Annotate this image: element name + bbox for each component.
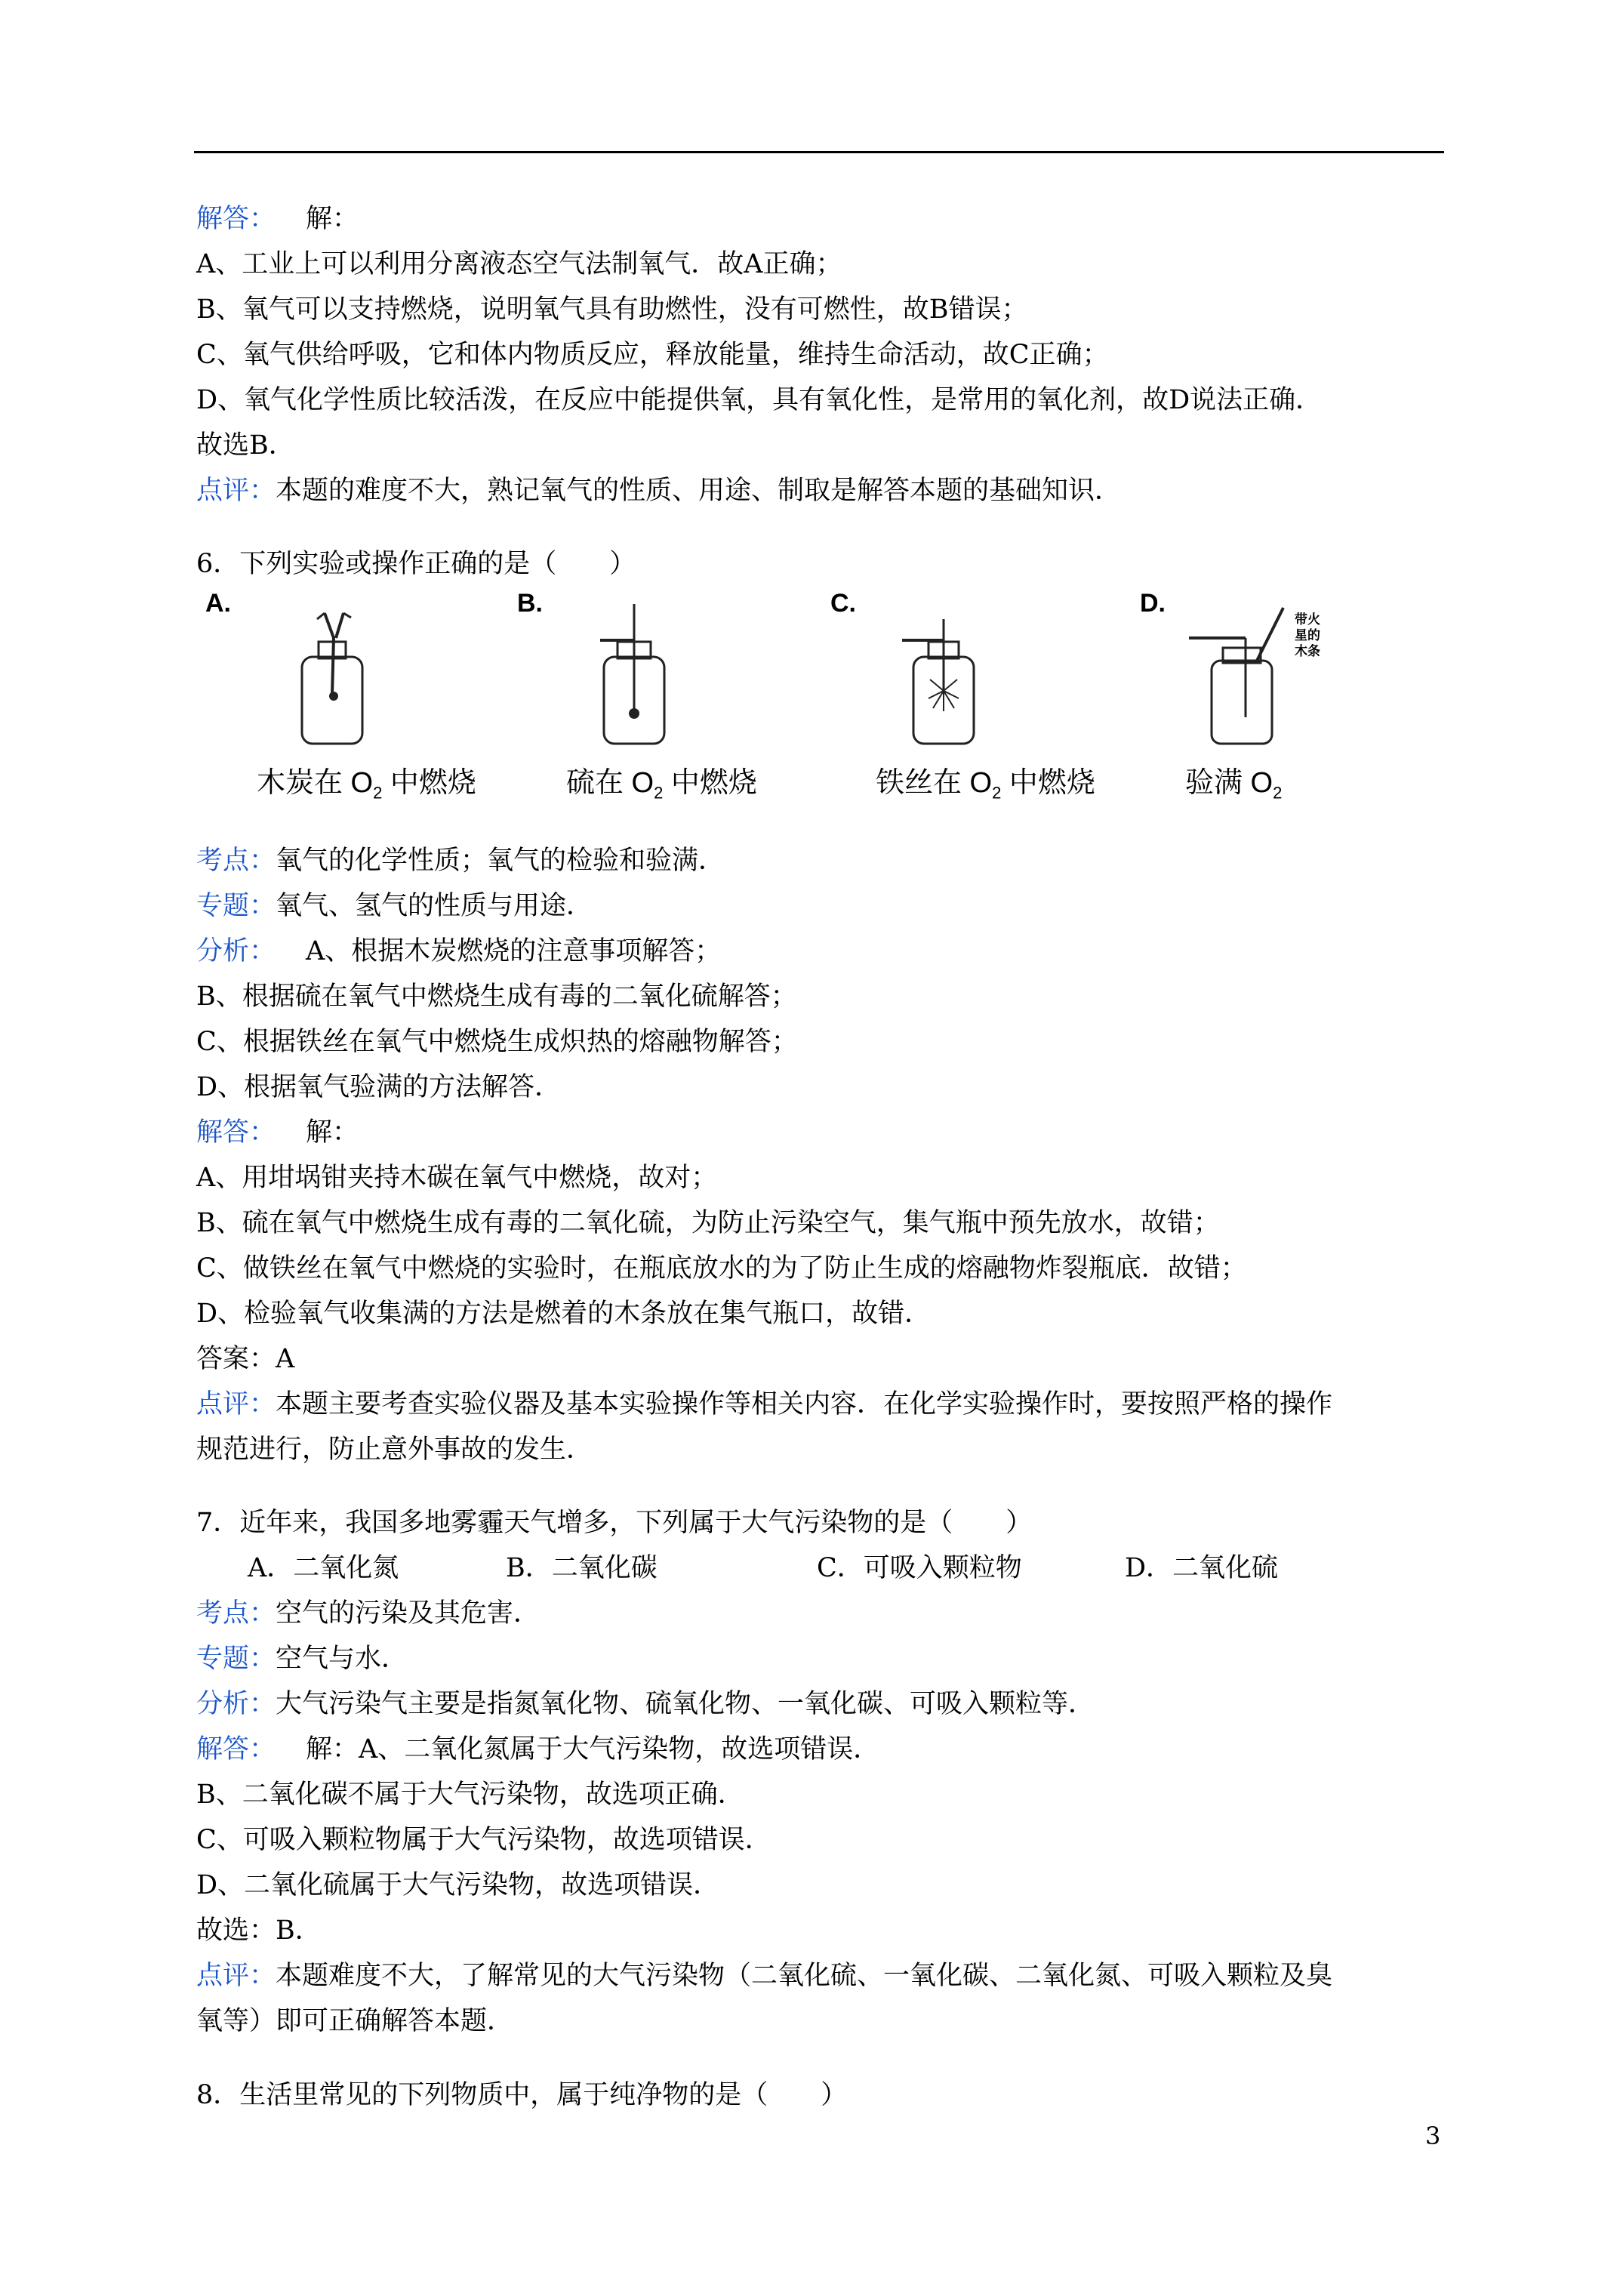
q7-analysis: 分析：大气污染气主要是指氮氧化物、硫氧化物、一氧化碳、可吸入颗粒等．	[196, 1689, 1095, 1719]
comment-label: 点评：	[196, 1389, 276, 1419]
comment-label: 点评：	[196, 476, 276, 506]
q6-analysis-line: C、根据铁丝在氧气中燃烧生成炽热的熔融物解答；	[196, 1027, 798, 1057]
q6-answer-line: 答案：A	[196, 1344, 295, 1374]
q5-comment	[196, 472, 1449, 510]
page-number: 3	[1425, 2122, 1441, 2150]
q6-analysis-line: B、根据硫在氧气中燃烧生成有毒的二氧化硫解答；	[196, 982, 797, 1012]
q7-comment: 点评：本题难度不大，了解常见的大气污染物（二氧化硫、一氧化碳、二氧化氮、可吸入颗粒及臭	[196, 1961, 1333, 1991]
topic-label: 考点：	[196, 846, 276, 876]
q7-answer-line: B、二氧化碳不属于大气污染物，故选项正确．	[196, 1780, 744, 1810]
answer-label: 解答：	[196, 204, 276, 234]
panel-d-letter: D.	[1140, 589, 1166, 618]
topic-label: 考点：	[196, 1598, 276, 1629]
q7-answer-line: 故选：B．	[196, 1915, 322, 1946]
q5-answer-line: 故选B．	[196, 430, 295, 461]
gas-collection-bottle-icon	[1185, 604, 1298, 747]
q5-answer-line: B、氧气可以支持燃烧，说明氧气具有助燃性，没有可燃性，故B错误；	[196, 294, 1028, 325]
iron-wire-bottle-icon	[883, 604, 1004, 747]
q7-topic: 考点：空气的污染及其危害．	[196, 1598, 540, 1629]
panel-a-caption: 木炭在 $O_2$ 中燃烧	[257, 767, 476, 803]
q6-answer-line: C、做铁丝在氧气中燃烧的实验时，在瓶底放水的为了防止生成的熔融物炸裂瓶底．故错；	[196, 1253, 1247, 1284]
panel-d-caption: 验满 $O_2$	[1185, 767, 1283, 803]
q8-stem: 8．生活里常见的下列物质中，属于纯净物的是（ ）	[196, 2080, 848, 2110]
q7-option-c: C．可吸入颗粒物	[817, 1553, 1022, 1583]
q6-analysis: 分析： A、根据木炭燃烧的注意事项解答；	[196, 936, 722, 966]
q6-answer-line: D、检验氧气收集满的方法是燃着的木条放在集气瓶口，故错．	[196, 1299, 932, 1329]
q7-answer-heading: 解答： 解：A、二氧化氮属于大气污染物，故选项错误．	[196, 1734, 880, 1764]
charcoal-bottle-icon	[272, 604, 393, 747]
q6-figure	[196, 589, 1374, 815]
subject-label: 专题：	[196, 891, 276, 921]
q6-stem: 6．下列实验或操作正确的是（ ）	[196, 549, 636, 579]
q6-answer-line: B、硫在氧气中燃烧生成有毒的二氧化硫，为防止污染空气，集气瓶中预先放水，故错；	[196, 1208, 1220, 1238]
q7-option-a: A．二氧化氮	[248, 1553, 399, 1583]
answer-label: 解答：	[196, 1117, 276, 1148]
q7-stem: 7．近年来，我国多地雾霾天气增多，下列属于大气污染物的是（ ）	[196, 1508, 1033, 1538]
analysis-label: 分析：	[196, 936, 276, 966]
q5-answer-heading	[196, 200, 1449, 238]
q6-comment: 点评：本题主要考查实验仪器及基本实验操作等相关内容．在化学实验操作时，要按照严格的操作	[196, 1389, 1333, 1419]
panel-b-caption: 硫在 $O_2$ 中燃烧	[566, 767, 757, 803]
answer-label: 解答：	[196, 1734, 276, 1764]
q5-answer-line: C、氧气供给呼吸，它和体内物质反应，释放能量，维持生命活动，故C正确；	[196, 340, 1109, 370]
splint-label: 带火 星的 木条	[1295, 612, 1320, 658]
panel-b-letter: B.	[517, 589, 543, 618]
q7-option-d: D．二氧化硫	[1125, 1553, 1279, 1583]
panel-c-letter: C.	[830, 589, 856, 618]
q6-answer-heading: 解答： 解：	[196, 1117, 359, 1148]
q7-comment-cont: 氧等）即可正确解答本题．	[196, 2006, 514, 2036]
header-rule	[194, 151, 1444, 153]
answer-intro: 解：	[306, 204, 359, 234]
comment-text: 本题的难度不大，熟记氧气的性质、用途、制取是解答本题的基础知识．	[276, 476, 1122, 506]
q6-comment-cont: 规范进行，防止意外事故的发生．	[196, 1435, 593, 1465]
q7-answer-line: C、可吸入颗粒物属于大气污染物，故选项错误．	[196, 1825, 771, 1855]
analysis-label: 分析：	[196, 1689, 276, 1719]
q5-answer-line: D、氧气化学性质比较活泼，在反应中能提供氧，具有氧化性，是常用的氧化剂，故D说法正确．	[196, 385, 1323, 415]
subject-label: 专题：	[196, 1644, 276, 1674]
comment-label: 点评：	[196, 1961, 276, 1991]
q7-answer-line: D、二氧化硫属于大气污染物，故选项错误．	[196, 1870, 720, 1900]
q6-subject: 专题：氧气、氢气的性质与用途．	[196, 891, 593, 921]
q6-topic: 考点：氧气的化学性质；氧气的检验和验满．	[196, 846, 725, 876]
sulfur-bottle-icon	[574, 596, 694, 747]
panel-a-letter: A.	[205, 589, 231, 618]
q7-option-b: B．二氧化碳	[506, 1553, 658, 1583]
q5-answer-line: A、工业上可以利用分离液态空气法制氧气．故A正确；	[196, 249, 842, 279]
q6-answer-line: A、用坩埚钳夹持木碳在氧气中燃烧，故对；	[196, 1163, 718, 1193]
q7-subject: 专题：空气与水．	[196, 1644, 408, 1674]
q6-analysis-line: D、根据氧气验满的方法解答．	[196, 1072, 562, 1102]
panel-c-caption: 铁丝在 $O_2$ 中燃烧	[876, 767, 1095, 803]
